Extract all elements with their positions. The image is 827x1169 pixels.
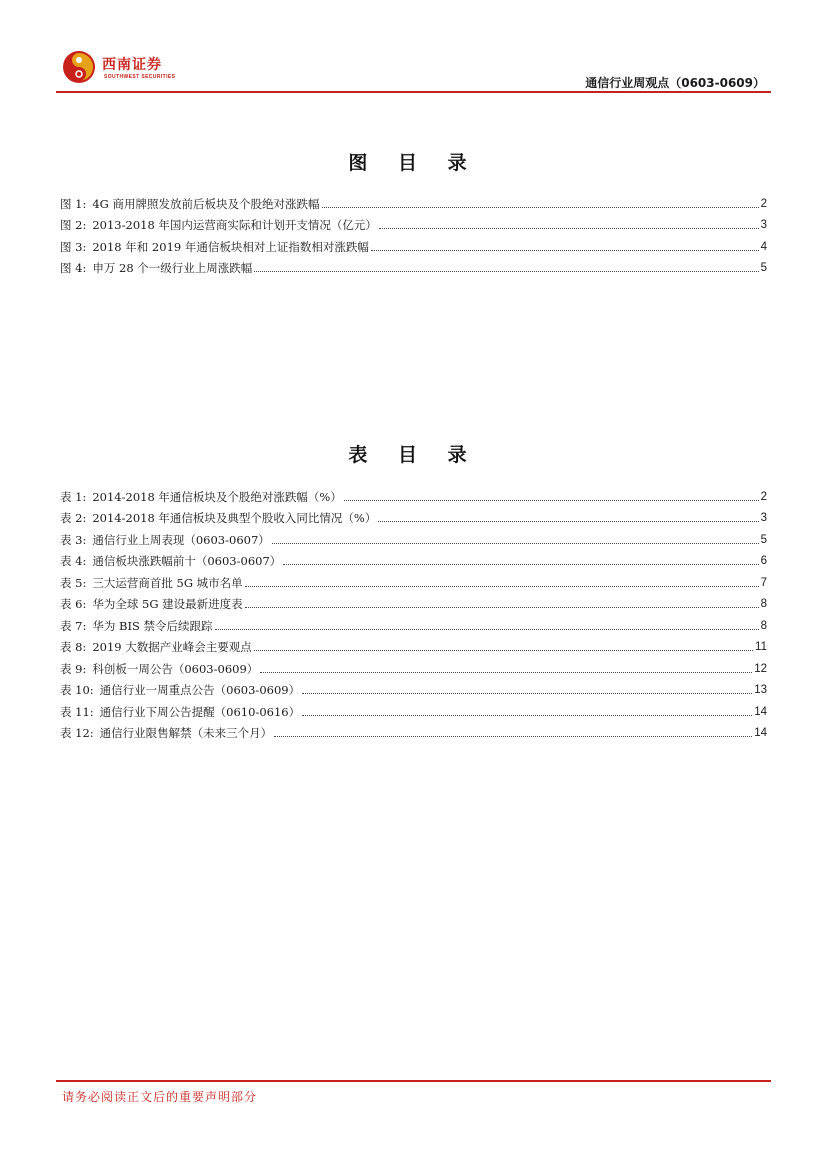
toc-entry-label	[60, 576, 245, 590]
toc-page-number: 3	[760, 219, 767, 231]
toc-entry-label	[60, 726, 274, 740]
header-divider	[56, 91, 771, 93]
toc-entry[interactable]	[60, 525, 767, 547]
toc-dot-leader	[378, 520, 758, 522]
toc-entry-text: 2014-2018 年通信板块及典型个股收入同比情况（%）	[92, 511, 377, 525]
toc-page-number: 13	[754, 684, 767, 696]
toc-dot-leader	[274, 735, 752, 737]
toc-dot-leader	[254, 649, 753, 651]
toc-entry-label	[60, 662, 260, 676]
toc-dot-leader	[254, 270, 758, 272]
toc-entry-label	[60, 705, 302, 719]
toc-dot-leader	[215, 628, 759, 630]
toc-dot-leader	[344, 499, 759, 501]
toc-entry-label	[60, 533, 272, 547]
toc-entry-label	[60, 218, 379, 232]
toc-entry-text: 通信行业一周重点公告（0603-0609）	[99, 683, 301, 697]
toc-page-number: 2	[760, 197, 767, 210]
toc-dot-leader	[302, 692, 752, 694]
toc-page-number: 7	[760, 576, 767, 589]
toc-page-number: 11	[755, 641, 767, 653]
toc-entry-label	[60, 640, 254, 654]
toc-entry-text: 通信行业上周表现（0603-0607）	[92, 532, 270, 547]
toc-entry-text: 4G 商用牌照发放前后板块及个股绝对涨跌幅	[92, 196, 320, 211]
toc-entry-label	[60, 597, 245, 611]
toc-entry-number: 表 9:	[60, 661, 87, 676]
toc-entry-number: 图 2:	[60, 218, 87, 232]
logo-text-cn: 西南证券	[102, 57, 162, 73]
figures-toc-list	[60, 189, 767, 275]
logo-mark-icon	[62, 50, 96, 84]
toc-entry-label	[60, 554, 283, 568]
toc-entry[interactable]	[60, 254, 767, 276]
toc-entry-number: 表 3:	[60, 532, 87, 547]
toc-page-number: 2	[760, 490, 767, 503]
toc-entry[interactable]	[60, 232, 767, 254]
toc-entry[interactable]	[60, 697, 767, 719]
toc-entry-text: 2018 年和 2019 年通信板块相对上证指数相对涨跌幅	[92, 239, 369, 254]
toc-entry-text: 科创板一周公告（0603-0609）	[92, 661, 259, 676]
toc-entry-number: 图 3:	[60, 239, 87, 254]
toc-entry-number: 表 6:	[60, 597, 87, 611]
document-title: 通信行业周观点（0603-0609）	[585, 76, 765, 90]
toc-entry-text: 申万 28 个一级行业上周涨跌幅	[92, 261, 253, 275]
toc-page-number: 3	[760, 512, 767, 524]
toc-entry-number: 表 1:	[60, 489, 87, 504]
toc-dot-leader	[379, 227, 759, 229]
toc-entry-number: 图 1:	[60, 196, 87, 211]
toc-entry-number: 表 12:	[60, 726, 94, 740]
toc-page-number: 12	[754, 662, 767, 675]
toc-entry-label	[60, 490, 344, 504]
toc-entry-text: 2014-2018 年通信板块及个股绝对涨跌幅（%）	[92, 489, 342, 504]
toc-entry[interactable]	[60, 504, 767, 526]
toc-entry-label	[60, 197, 322, 211]
toc-entry-text: 华为 BIS 禁令后续跟踪	[92, 618, 213, 633]
toc-entry[interactable]	[60, 654, 767, 676]
toc-entry-text: 2019 大数据产业峰会主要观点	[92, 640, 252, 654]
toc-entry-text: 华为全球 5G 建设最新进度表	[92, 597, 243, 611]
toc-dot-leader	[371, 249, 759, 251]
toc-entry-label	[60, 511, 378, 525]
toc-page-number: 4	[760, 240, 767, 253]
toc-page-number: 8	[760, 619, 767, 632]
toc-entry[interactable]	[60, 189, 767, 211]
toc-entry-text: 通信行业下周公告提醒（0610-0616）	[99, 704, 301, 719]
toc-dot-leader	[260, 671, 752, 673]
toc-entry-number: 表 5:	[60, 575, 87, 590]
toc-entry[interactable]	[60, 568, 767, 590]
toc-entry-text: 2013-2018 年国内运营商实际和计划开支情况（亿元）	[92, 218, 377, 232]
toc-entry-number: 表 7:	[60, 618, 87, 633]
toc-entry[interactable]	[60, 633, 767, 655]
toc-page-number: 5	[760, 533, 767, 546]
toc-entry-text: 三大运营商首批 5G 城市名单	[92, 575, 243, 590]
toc-page-number: 6	[760, 555, 767, 567]
toc-dot-leader	[245, 606, 759, 608]
toc-entry-label	[60, 261, 254, 275]
toc-dot-leader	[272, 542, 759, 544]
toc-dot-leader	[283, 563, 758, 565]
toc-dot-leader	[245, 585, 759, 587]
toc-entry[interactable]	[60, 676, 767, 698]
tables-toc-title: 表 目 录	[348, 444, 479, 466]
toc-entry[interactable]	[60, 590, 767, 612]
footer-divider	[56, 1080, 771, 1082]
toc-page-number: 8	[760, 598, 767, 610]
toc-entry-number: 表 4:	[60, 554, 87, 568]
toc-entry-text: 通信板块涨跌幅前十（0603-0607）	[92, 554, 282, 568]
figures-toc-title: 图 目 录	[348, 152, 479, 174]
toc-entry-number: 表 2:	[60, 511, 87, 525]
toc-entry[interactable]	[60, 211, 767, 233]
toc-entry-text: 通信行业限售解禁（未来三个月）	[99, 726, 273, 740]
toc-entry[interactable]	[60, 719, 767, 741]
toc-entry[interactable]	[60, 482, 767, 504]
toc-page-number: 14	[754, 727, 767, 739]
page-header	[56, 46, 771, 94]
toc-page-number: 5	[760, 262, 767, 274]
toc-entry-label	[60, 619, 215, 633]
footer-notice: 请务必阅读正文后的重要声明部分	[62, 1090, 258, 1104]
toc-entry-label	[60, 240, 371, 254]
logo-text-en: SOUTHWEST SECURITIES	[104, 74, 176, 80]
toc-entry-label	[60, 683, 302, 697]
tables-toc-list	[60, 482, 767, 740]
toc-entry-number: 表 11:	[60, 704, 94, 719]
toc-dot-leader	[302, 714, 752, 716]
toc-entry-number: 图 4:	[60, 261, 87, 275]
toc-dot-leader	[322, 206, 759, 208]
toc-page-number: 14	[754, 705, 767, 718]
toc-entry[interactable]	[60, 547, 767, 569]
toc-entry[interactable]	[60, 611, 767, 633]
toc-entry-number: 表 10:	[60, 683, 94, 697]
toc-entry-number: 表 8:	[60, 640, 87, 654]
